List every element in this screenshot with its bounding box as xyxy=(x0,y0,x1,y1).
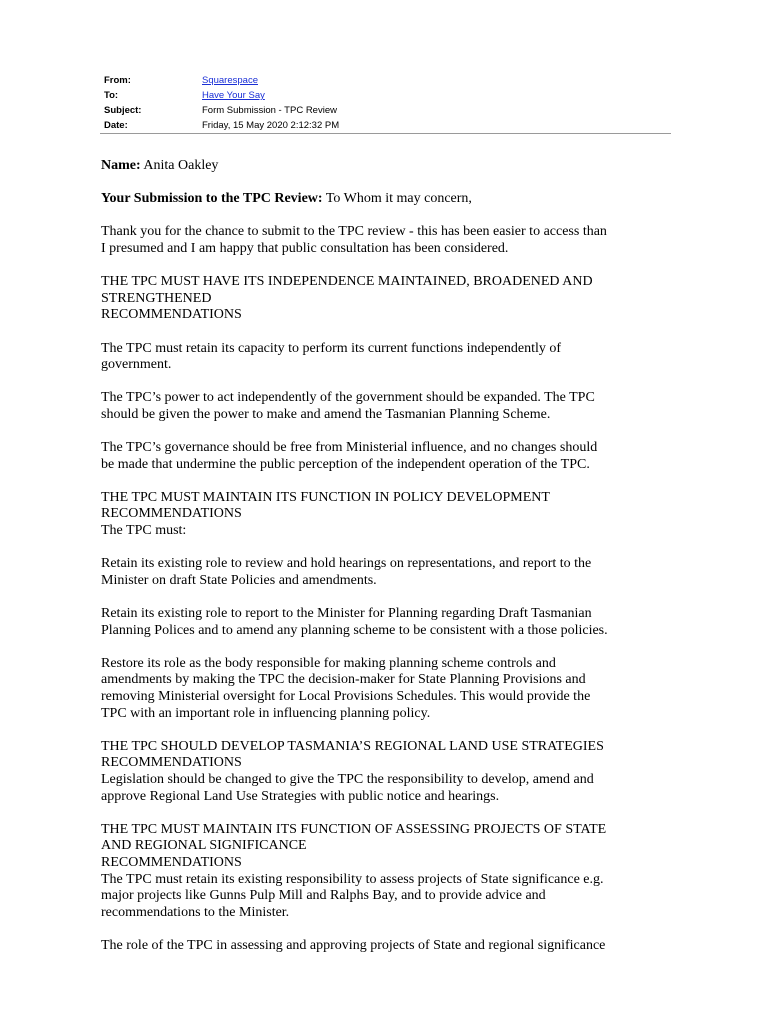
text-line: The TPC’s power to act independently of the government should be expanded. The TPC xyxy=(101,390,595,406)
header-row-to xyxy=(104,88,670,103)
text-line: amendments by making the TPC the decision-maker for State Planning Provisions and xyxy=(101,672,586,688)
text-line: RECOMMENDATIONS xyxy=(101,854,242,870)
header-divider xyxy=(100,133,671,134)
submission-label: Your Submission to the TPC Review: xyxy=(101,191,323,207)
text-line: THE TPC SHOULD DEVELOP TASMANIA’S REGIONAL LAND USE STRATEGIES xyxy=(101,738,604,754)
text-line: The TPC’s governance should be free from Ministerial influence, and no changes should xyxy=(101,440,598,456)
text-line: The TPC must: xyxy=(101,523,187,539)
text-line: RECOMMENDATIONS xyxy=(101,755,242,771)
to-label: To: xyxy=(104,90,119,101)
text-line: I presumed and I am happy that public consultation has been considered. xyxy=(101,240,509,256)
section1-paragraph-3 xyxy=(101,440,671,473)
section2-paragraph-2 xyxy=(101,606,671,639)
to-link[interactable]: Have Your Say xyxy=(202,90,265,101)
submission-line xyxy=(101,191,671,208)
header-row-date xyxy=(104,118,670,133)
text-line: The TPC must retain its existing responsibility to assess projects of State significance e.g. xyxy=(101,871,604,887)
section4 xyxy=(101,822,671,922)
text-line: The role of the TPC in assessing and approving projects of State and regional significance xyxy=(101,937,606,953)
text-line: Thank you for the chance to submit to the TPC review - this has been easier to access than xyxy=(101,224,607,240)
text-line: Retain its existing role to review and hold hearings on representations, and report to the xyxy=(101,556,592,572)
name-line xyxy=(101,158,671,175)
text-line: should be given the power to make and amend the Tasmanian Planning Scheme. xyxy=(101,406,551,422)
submission-body xyxy=(101,158,671,971)
section2-paragraph-3 xyxy=(101,656,671,722)
text-line: Retain its existing role to report to the Minister for Planning regarding Draft Tasmanian xyxy=(101,606,592,622)
text-line: STRENGTHENED xyxy=(101,290,212,306)
text-line: be made that undermine the public perception of the independent operation of the TPC. xyxy=(101,456,590,472)
section1-paragraph-1 xyxy=(101,341,671,374)
subject-value: Form Submission - TPC Review xyxy=(202,105,337,116)
section2-paragraph-1 xyxy=(101,556,671,589)
text-line: recommendations to the Minister. xyxy=(101,904,290,920)
header-row-from xyxy=(104,73,670,88)
text-line: Planning Polices and to amend any planning scheme to be consistent with a those policies. xyxy=(101,622,608,638)
section3 xyxy=(101,739,671,805)
text-line: TPC with an important role in influencing planning policy. xyxy=(101,705,431,721)
date-value: Friday, 15 May 2020 2:12:32 PM xyxy=(202,120,340,131)
text-line: AND REGIONAL SIGNIFICANCE xyxy=(101,838,307,854)
date-label: Date: xyxy=(104,120,128,131)
text-line: approve Regional Land Use Strategies with public notice and hearings. xyxy=(101,788,500,804)
section2-heading xyxy=(101,490,671,540)
text-line: major projects like Gunns Pulp Mill and Ralphs Bay, and to provide advice and xyxy=(101,888,546,904)
from-link[interactable]: Squarespace xyxy=(202,75,258,86)
submission-intro: To Whom it may concern, xyxy=(325,191,472,207)
text-line: THE TPC MUST MAINTAIN ITS FUNCTION IN POLICY DEVELOPMENT xyxy=(101,489,550,505)
text-line: Minister on draft State Policies and amendments. xyxy=(101,572,377,588)
header-row-subject xyxy=(104,103,670,118)
text-line: THE TPC MUST MAINTAIN ITS FUNCTION OF ASSESSING PROJECTS OF STATE xyxy=(101,821,607,837)
text-line: Legislation should be changed to give the TPC the responsibility to develop, amend and xyxy=(101,771,594,787)
thanks-paragraph xyxy=(101,224,671,257)
subject-label: Subject: xyxy=(104,105,142,116)
section4-paragraph-2 xyxy=(101,938,671,955)
name-label: Name: xyxy=(101,158,141,173)
from-label: From: xyxy=(104,75,131,86)
email-header xyxy=(104,73,670,133)
text-line: RECOMMENDATIONS xyxy=(101,307,242,323)
name-value: Anita Oakley xyxy=(143,158,219,173)
text-line: RECOMMENDATIONS xyxy=(101,506,242,522)
text-line: government. xyxy=(101,357,172,373)
text-line: The TPC must retain its capacity to perform its current functions independently of xyxy=(101,340,562,356)
text-line: Restore its role as the body responsible for making planning scheme controls and xyxy=(101,655,556,671)
text-line: THE TPC MUST HAVE ITS INDEPENDENCE MAINTAINED, BROADENED AND xyxy=(101,274,593,290)
text-line: removing Ministerial oversight for Local Provisions Schedules. This would provide the xyxy=(101,689,591,704)
section1-heading xyxy=(101,274,671,324)
section1-paragraph-2 xyxy=(101,390,671,423)
